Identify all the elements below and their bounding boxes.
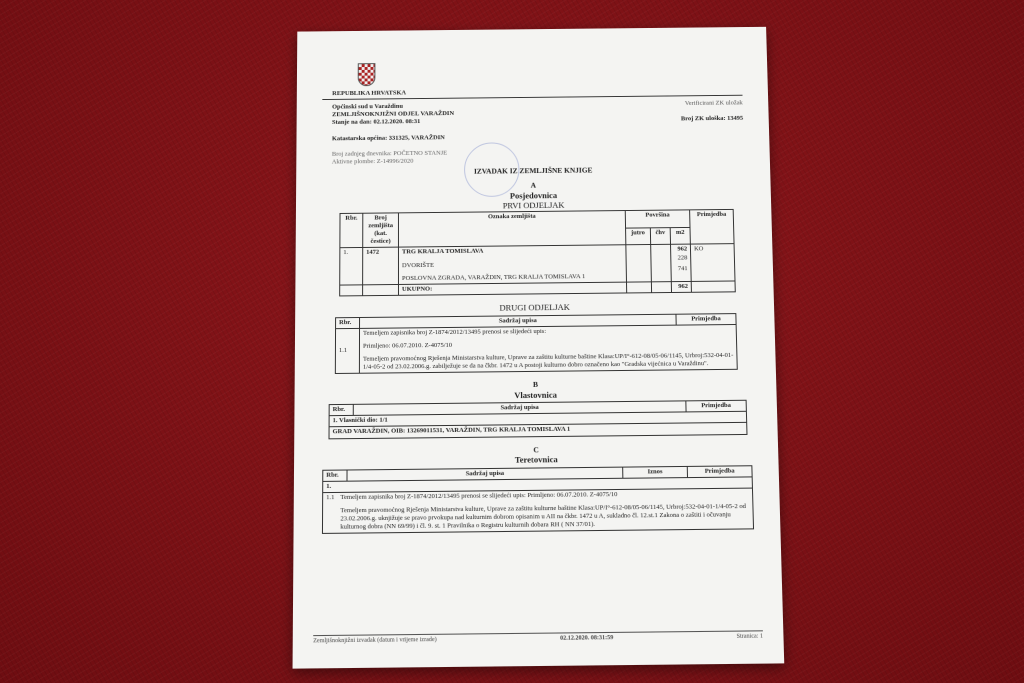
owner-share: 1. Vlasnički dio: 1/1: [329, 412, 747, 428]
table-row: [322, 488, 753, 534]
court-info: [332, 103, 454, 128]
part-two-table: [335, 313, 738, 375]
page-footer: [313, 630, 763, 646]
footer-left: Zemljišnoknjižni izvadak (datum i vrijeme izrade): [313, 636, 437, 644]
land-registry-extract-page: [293, 27, 785, 669]
section-b-letter: B: [532, 379, 539, 390]
section-c-name: Teretovnica: [514, 453, 558, 465]
croatian-coat-of-arms-icon: [358, 63, 376, 86]
department-name: ZEMLJIŠNOKNJIŽNI ODJEL VARAŽDIN: [332, 110, 455, 119]
verified-label: Verificirani ZK uložak: [684, 99, 743, 107]
part-one-title: PRVI ODJELJAK: [502, 200, 565, 211]
header-block: [322, 100, 743, 128]
row-rbr: 1.: [340, 248, 363, 285]
footer-page: Stranica: 1: [736, 632, 764, 640]
row-m2-a: 228: [677, 253, 688, 261]
col-area: Površina: [625, 210, 690, 228]
parcel-table: [339, 209, 736, 297]
journal-number: Broj zadnjeg dnevnika: POČETNO STANJE: [331, 149, 448, 158]
row-content: [359, 324, 737, 373]
section-a-letter: A: [530, 181, 537, 190]
state-date: Stanje na dan: 02.12.2020. 08:31: [332, 118, 421, 127]
footer-timestamp: 02.12.2020. 08:31:59: [560, 634, 614, 642]
cadastral-municipality: Katastarska općina: 331325, VARAŽDIN: [331, 133, 445, 142]
row-line2: DVORIŠTE: [401, 261, 434, 269]
col-content: Sadržaj upisa: [360, 314, 677, 328]
row-parcel: 1472: [363, 247, 399, 284]
total-label: UKUPNO:: [399, 282, 627, 295]
col-rbr: Rbr.: [329, 404, 353, 415]
row-note: KO: [690, 244, 735, 281]
row-name: TRG KRALJA TOMISLAVA: [401, 248, 484, 256]
folio-info: [681, 100, 744, 124]
row-p2: Primljeno: 06.07.2010. Z-4075/10: [362, 341, 453, 350]
col-rbr: Rbr.: [336, 317, 360, 328]
owners-table: [329, 400, 748, 439]
republic-name: REPUBLIKA HRVATSKA: [332, 89, 406, 98]
section-a-name: Posjedovnica: [509, 189, 558, 201]
active-seals: Aktivne plombe: Z-14996/2020: [331, 157, 414, 166]
table-row: [340, 244, 735, 285]
col-content: Sadržaj upisa: [347, 467, 623, 481]
col-note: Primjedba: [690, 209, 734, 244]
col-rbr: Rbr.: [340, 213, 363, 248]
section-c-letter: C: [533, 444, 539, 454]
col-m2: m2: [670, 227, 690, 245]
owner-name: GRAD VARAŽDIN, OIB: 13269011531, VARAŽDIN, TRG KRALJA TOMISLAVA 1: [329, 423, 747, 439]
row-m2-total: 962: [677, 245, 688, 253]
section-b-name: Vlastovnica: [514, 389, 557, 400]
col-rbr: Rbr.: [323, 469, 347, 481]
row-rbr: 1.1: [335, 328, 359, 374]
republic-line: [322, 86, 742, 100]
table-row: [335, 324, 737, 373]
col-content: Sadržaj upisa: [353, 401, 686, 416]
col-note: Primjedba: [687, 465, 752, 477]
court-name: Općinski sud u Varaždinu: [332, 103, 403, 111]
col-amount: Iznos: [623, 466, 688, 478]
col-jutro: jutro: [625, 227, 650, 245]
row-label: [398, 245, 626, 284]
row-m2: [671, 244, 692, 281]
row-number: 1.: [323, 477, 753, 493]
row-content: [322, 488, 753, 534]
encumbrances-table: [322, 465, 754, 534]
part-two-title: DRUGI ODJELJAK: [499, 301, 570, 313]
row-m2-b: 741: [677, 264, 688, 272]
col-note: Primjedba: [686, 400, 747, 412]
folio-number: Broj ZK uloška: 13495: [680, 115, 744, 123]
col-chv: čhv: [650, 227, 670, 245]
col-note: Primjedba: [676, 313, 736, 325]
total-value: 962: [671, 281, 691, 292]
col-parcel: Broj zemljišta (kat. čestice): [363, 213, 399, 248]
row-p3: Temeljem pravomoćnog Rješenja Ministarstva kulture, Uprave za zaštitu kulturne baštine Klasa:UP/I°-612-08/05-06/1145, Urbroj:532-04-01-1/4-05-2 od 23.02.2006.g. zabilježuje se da na čkbr. 1472 u A postoji kulturno dobro označeno kao "Gradska vijećnica u Varaždinu".: [362, 351, 734, 371]
row-p2: Temeljem pravomoćnog Rješenja Ministarstva kulture, Uprave za zaštitu kulturne baštine Klasa:UP/I°-612-08/05-06/1145, Urbroj:532-04-01-1/4-05-2 od 23.02.2006.g. uknjižuje se pravo prvokupa nad kulturnim dobrom opisanim u AII na čkbr. 1472 u A, sukladno čl. 12.st.1 Zakona o zaštiti i očuvanju kulturnog dobra (NN 69/99) i čl. 9. st. 1 Pravilnika o Registru kulturnih dobara RH ( NN 37/01).: [340, 502, 747, 531]
row-p1: Temeljem zapisnika broj Z-1874/2012/13495 prenosi se slijedeći upis: Primljeno: 06.07.2010. Z-4075/10: [340, 490, 618, 501]
row-line3: POSLOVNA ZGRADA, VARAŽDIN, TRG KRALJA TOMISLAVA 1: [401, 272, 586, 282]
col-label: Oznaka zemljišta: [398, 210, 625, 247]
row-sub-rbr: 1.1: [326, 493, 335, 501]
row-p1: Temeljem zapisnika broj Z-1874/2012/13495 prenosi se slijedeći upis:: [362, 327, 547, 337]
document-title: IZVADAK IZ ZEMLJIŠNE KNJIGE: [473, 165, 593, 176]
